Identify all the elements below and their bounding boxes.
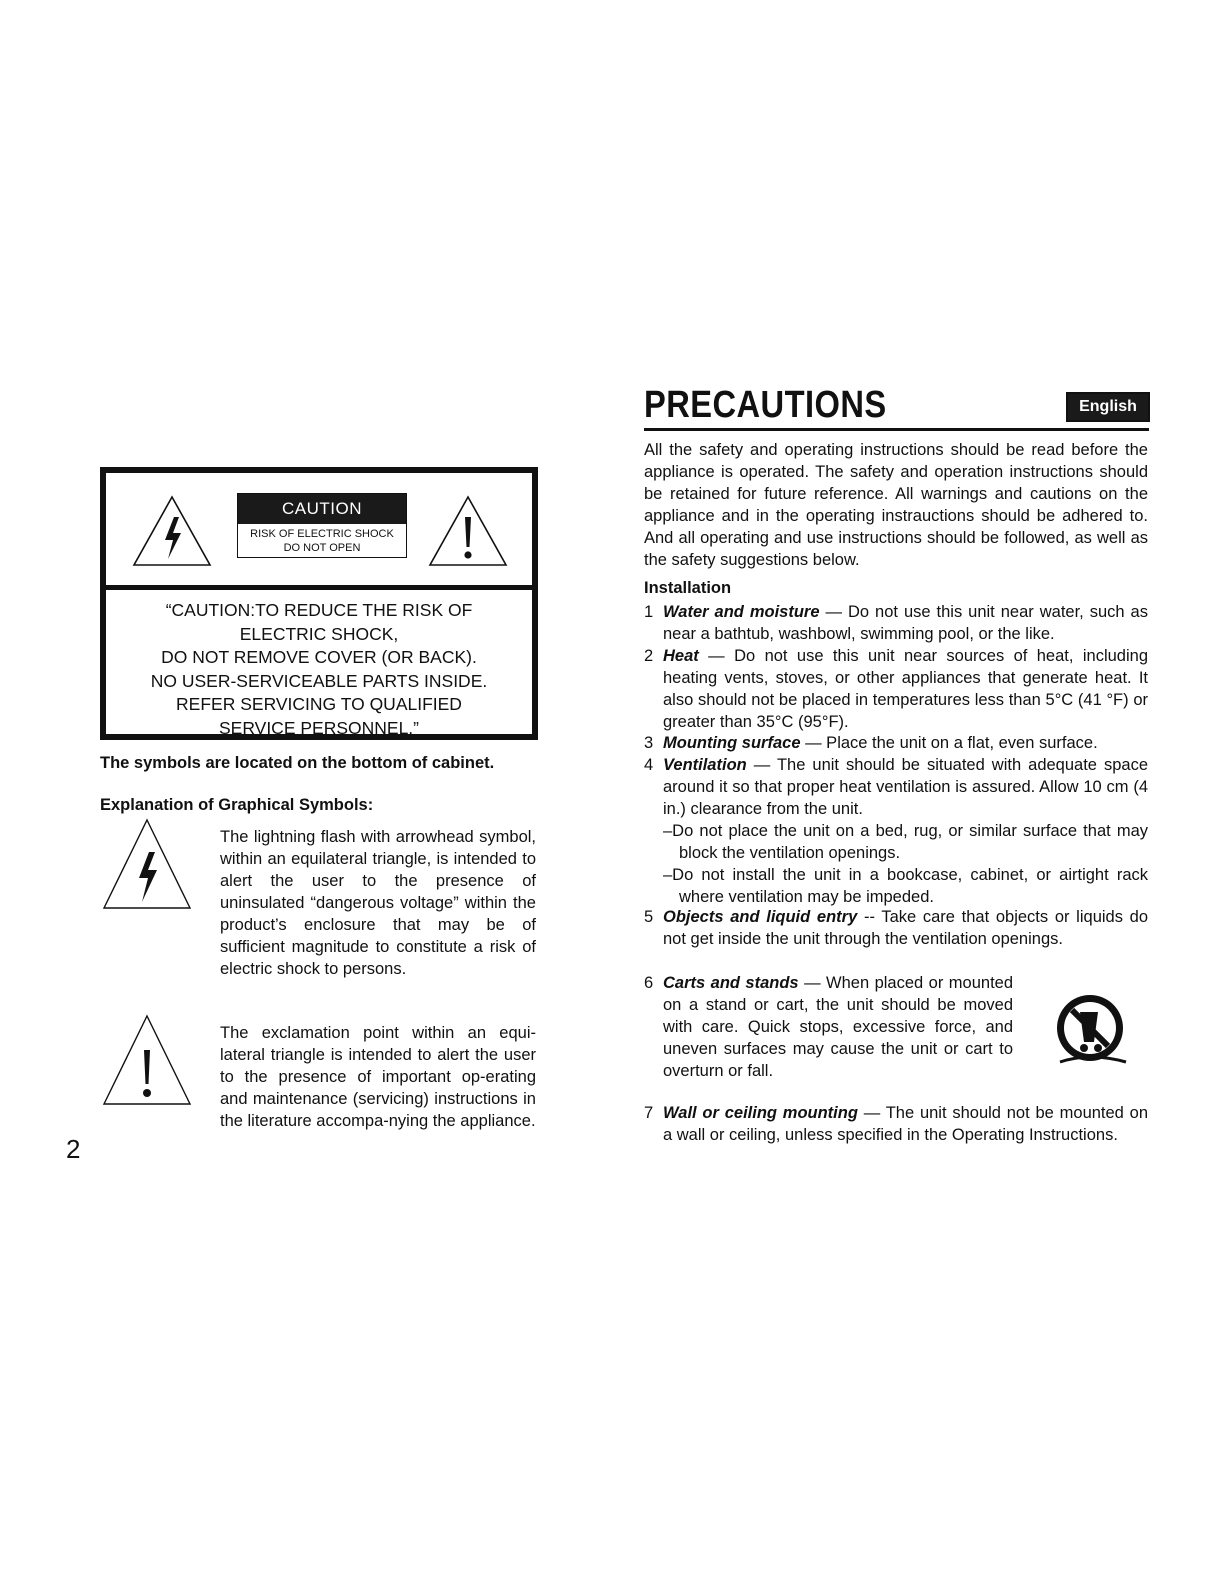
item-number: 3: [644, 734, 654, 752]
caution-label-line2: DO NOT OPEN: [283, 542, 361, 554]
cart-warning-icon: [1050, 990, 1134, 1074]
list-item: [644, 1102, 1148, 1146]
sub-bullet: –Do not install the unit in a bookcase, cabinet, or airtight rack where ventilation may be impeded.: [663, 866, 1148, 906]
exclamation-triangle-icon: [428, 495, 508, 567]
item-text: — The unit should not be mounted on a wall or ceiling, unless specified in the Operating Instructions.: [663, 1104, 1149, 1144]
exclamation-symbol-explanation: The exclamation point within an equi-lateral triangle is intended to alert the user to the presence of important op-erating and maintenance (servicing) instructions in the literature accompa-nying the appliance.: [220, 1024, 536, 1130]
item-text: -- Take care that objects or liquids do not get inside the unit through the ventilation openings.: [663, 908, 1149, 948]
caution-line: “CAUTION:TO REDUCE THE RISK OF: [165, 600, 473, 620]
item-title: Carts and stands: [663, 974, 799, 992]
item-text: — Do not use this unit near water, such as near a bathtub, washbowl, swimming pool, or the like.: [663, 603, 1148, 643]
caution-line: REFER SERVICING TO QUALIFIED: [176, 694, 462, 714]
item-title: Water and moisture: [663, 603, 820, 621]
caution-label: [237, 493, 407, 558]
page-number: 2: [66, 1134, 81, 1164]
caution-line: ELECTRIC SHOCK,: [239, 623, 399, 644]
lightning-triangle-icon: [102, 818, 192, 910]
title-divider: [644, 428, 1149, 431]
installation-heading: Installation: [644, 579, 732, 597]
caution-statement: [106, 599, 532, 740]
item-title: Heat: [663, 647, 699, 665]
list-item: [644, 754, 1148, 908]
caution-line: SERVICE PERSONNEL.”: [218, 717, 419, 738]
item-title: Objects and liquid entry: [663, 908, 858, 926]
list-item: [644, 645, 1148, 733]
item-number: 7: [644, 1104, 654, 1122]
caution-line: NO USER-SERVICEABLE PARTS INSIDE.: [150, 670, 488, 691]
caution-label-line1: RISK OF ELECTRIC SHOCK: [250, 528, 394, 540]
caution-line: DO NOT REMOVE COVER (OR BACK).: [161, 647, 477, 667]
item-number: 1: [644, 603, 654, 621]
explanation-heading: Explanation of Graphical Symbols:: [100, 796, 374, 814]
symbols-location-note: The symbols are located on the bottom of cabinet.: [100, 754, 495, 772]
item-text: — When placed or mounted on a stand or cart, the unit should be moved with care. Quick stops, excessive force, and uneven surfaces may cause the unit or cart to overturn or fall.: [663, 974, 1014, 1080]
lightning-triangle-icon: [132, 495, 212, 567]
page-title: PRECAUTIONS: [644, 384, 887, 426]
item-title: Wall or ceiling mounting: [663, 1104, 858, 1122]
intro-paragraph: All the safety and operating instructions should be read before the appliance is operated. The safety and operation instructions should be retained for future reference. All warnings and cautions on the appliance and in the operating instrauctions should be adhered to. And all operating and use instructions should be followed, as well as the safety suggestions below.: [644, 441, 1148, 569]
item-number: 5: [644, 908, 654, 926]
item-title: Mounting surface: [663, 734, 801, 752]
list-item: [644, 732, 1148, 754]
sub-bullet: –Do not place the unit on a bed, rug, or similar surface that may block the ventilation openings.: [663, 822, 1148, 862]
item-title: Ventilation: [663, 756, 747, 774]
caution-symbol-row: [106, 473, 532, 590]
language-badge: English: [1068, 394, 1148, 420]
exclamation-triangle-icon: [102, 1014, 192, 1106]
item-text: — Do not use this unit near sources of heat, including heating vents, stoves, or other appliances that generate heat. It also should not be placed in temperatures less than 5°C (41 °F) or greater than 35°C (95°F).: [663, 647, 1148, 731]
lightning-symbol-explanation: The lightning flash with arrowhead symbol, within an equilateral triangle, is intended to alert the user to the presence of uninsulated “dangerous voltage” within the product’s enclosure that may be of sufficient magnitude to constitute a risk of electric shock to persons.: [220, 828, 536, 978]
caution-label-title: CAUTION: [238, 494, 406, 524]
caution-box: [100, 467, 538, 740]
item-text: — The unit should be situated with adequate space around it so that proper heat ventilation is assured. Allow 10 cm (4 in.) clearance from the unit.: [663, 756, 1148, 818]
list-item: [644, 906, 1148, 950]
item-number: 4: [644, 756, 654, 774]
list-item: [644, 601, 1148, 645]
item-number: 2: [644, 647, 654, 665]
item-text: — Place the unit on a flat, even surface.: [800, 734, 1098, 752]
item-number: 6: [644, 974, 654, 992]
